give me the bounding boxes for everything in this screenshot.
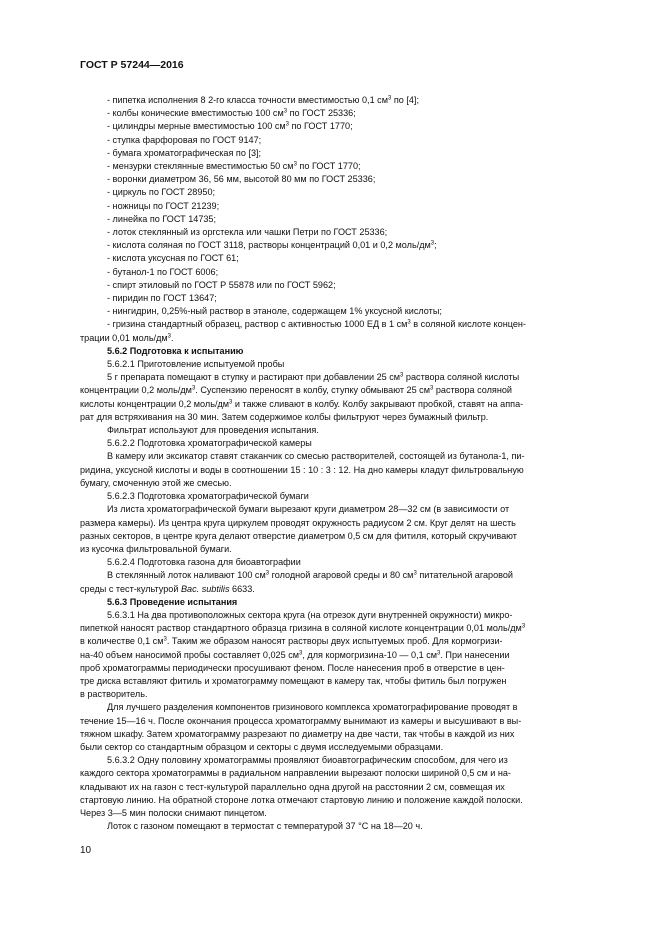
paragraph: - кислота соляная по ГОСТ 3118, растворы концентраций 0,01 и 0,2 моль/$дм^3$; [107, 240, 437, 251]
paragraph: - цилиндры мерные вместимостью 100 $см^3$ по ГОСТ 1770; [107, 121, 353, 132]
paragraph: - гризина стандартный образец, раствор с активностью 1000 ЕД в 1 $см^3$ в соляной кислоте концен- трации 0,01 моль/$дм^3$. [80, 319, 526, 343]
paragraph: 5.6.3.1 На два противоположных сектора круга (на отрезок дуги внутренней окружности) микро- пипеткой наносят раствор стандартного образца гризина в соляной кислоте концентрации 0,01 моль/$дм^3$ в количестве 0,1 $см^3$. Таким же образом наносят растворы двух испытуемых проб. Для кормогризи- на-40 объем наносимой пробы составляет 0,025 $см^3$, для кормогризина-10 — 0,1 $см^3$. При нанесении проб хроматограммы периодически просушивают феном. После нанесения проб в отверстие в цен- тре диска вставляют фитиль и хроматограмму помещают в камеру так, чтобы фитиль был погружен в растворитель. [80, 609, 526, 700]
paragraph: 5.6.3.2 Одну половину хроматограммы проявляют биоавтографическим способом, для чего из каждого сектора хроматограммы в радиальном направлении вырезают полоски шириной 0,5 см и на- кладывают их на газон с тест-культурой параллельно одна другой на расстоянии 2 см, совмещая их стартовую линию. На обратной стороне лотка отмечают стартовую линию и положение каждой полоски. Через 3—5 мин полоски снимают пинцетом. [80, 755, 523, 818]
paragraph: - бутанол-1 по ГОСТ 6006; [107, 266, 219, 277]
section-heading: 5.6.2 Подготовка к испытанию [107, 345, 244, 356]
paragraph: - циркуль по ГОСТ 28950; [107, 187, 216, 198]
paragraph: - лоток стеклянный из оргстекла или чашки Петри по ГОСТ 25336; [107, 227, 388, 238]
paragraph: 5.6.2.3 Подготовка хроматографической бумаги [107, 491, 309, 502]
page-number: 10 [80, 845, 92, 856]
paragraph: 5.6.2.4 Подготовка газона для биоавтографии [107, 557, 301, 568]
paragraph: Фильтрат используют для проведения испытания. [107, 425, 319, 436]
paragraph: - пипетка исполнения 8 2-го класса точности вместимостью 0,1 $см^3$ по [4]; [107, 95, 419, 105]
paragraph: 5.6.2.2 Подготовка хроматографической камеры [107, 438, 312, 449]
paragraph: - воронки диаметром 36, 56 мм, высотой 80 мм по ГОСТ 25336; [107, 174, 376, 185]
paragraph: - кислота уксусная по ГОСТ 61; [107, 253, 239, 264]
paragraph: В стеклянный лоток наливают 100 $см^3$ голодной агаровой среды и 80 $см^3$ питательной агаровой среды с тест-культурой Bac. subtilis 6633. [80, 570, 514, 594]
paragraph: - спирт этиловый по ГОСТ Р 55878 или по ГОСТ 5962; [107, 279, 336, 290]
paragraph: - пиридин по ГОСТ 13647; [107, 293, 217, 304]
paragraph: Из листа хроматографической бумаги вырезают круги диаметром 28—32 см (в зависимости от размера камеры). Из центра круга циркулем проводят окружность радиусом 2 см. Круг делят на шесть разных секторов, в центре круга делают отверстие диаметром 0,5 см для фитиля, который скручивают из кусочка фильтровальной бумаги. [80, 504, 517, 554]
paragraph: Лоток с газоном помещают в термостат с температурой 37 °С на 18—20 ч. [107, 821, 423, 832]
paragraph: - линейка по ГОСТ 14735; [107, 213, 217, 224]
paragraph: 5.6.2.1 Приготовление испытуемой пробы [107, 359, 285, 370]
document-body [80, 94, 616, 833]
document-header: ГОСТ Р 57244—2016 [80, 59, 184, 71]
section-heading: 5.6.3 Проведение испытания [107, 596, 238, 607]
paragraph: - бумага хроматографическая по [3]; [107, 147, 262, 158]
paragraph: - ножницы по ГОСТ 21239; [107, 200, 220, 211]
paragraph: 5 г препарата помещают в ступку и растирают при добавлении 25 $см^3$ раствора соляной кислоты концентрации 0,2 моль/$дм^3$. Суспензию переносят в колбу, ступку обмывают 25 $см^3$ раствора соляной кислоты концентрации 0,2 моль/$дм^3$ и также сливают в колбу. Колбу закрывают пробкой, ставят на аппа- рат для встряхивания на 30 мин. Затем содержимое колбы фильтруют через бумажный фильтр. [80, 372, 524, 422]
paragraph: - мензурки стеклянные вместимостью 50 $см^3$ по ГОСТ 1770; [107, 161, 361, 172]
paragraph: - ступка фарфоровая по ГОСТ 9147; [107, 134, 262, 145]
paragraph: Для лучшего разделения компонентов гризинового комплекса хроматографирование проводят в течение 15—16 ч. После окончания процесса хроматограмму вынимают из камеры и высушивают в вы- тяжном шкафу. Затем хроматограмму разрезают по диаметру на две части, так чтобы в каждой из них были сектор со стандартным образцом и секторы с двумя исследуемыми образцами. [80, 702, 522, 752]
paragraph: - колбы конические вместимостью 100 $см^3$ по ГОСТ 25336; [107, 108, 356, 119]
paragraph: В камеру или эксикатор ставят стаканчик со смесью растворителей, состоящей из бутанола-1, пи- ридина, уксусной кислоты и воды в соотношении 15 : 10 : 3 : 12. На дно камеры кладут фильтровальную бумагу, смоченную этой же смесью. [80, 451, 525, 488]
paragraph: - нингидрин, 0,25%-ный раствор в этаноле, содержащем 1% уксусной кислоты; [107, 306, 442, 317]
